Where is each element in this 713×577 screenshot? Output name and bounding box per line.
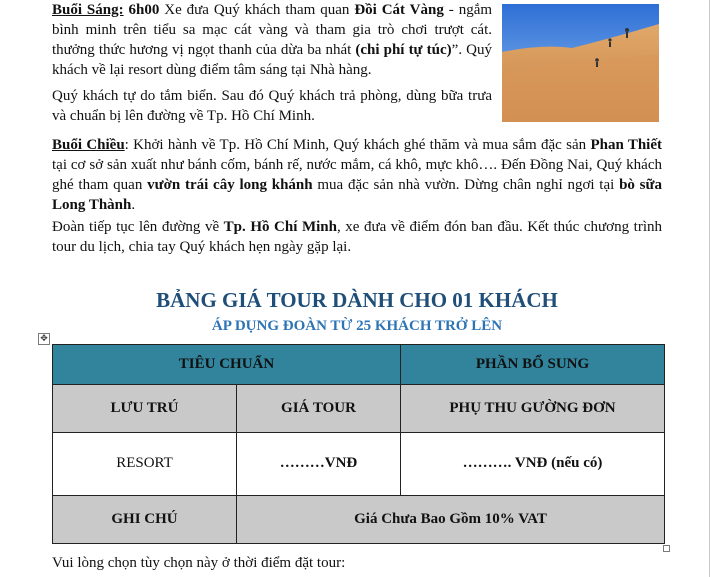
price-table [52, 344, 665, 544]
price-table-title: BẢNG GIÁ TOUR DÀNH CHO 01 KHÁCH [156, 288, 558, 312]
afternoon-text-b: tại cơ sở sản xuất như bánh cốm, bánh rế, nước mắm, cá khô, mực khô…. Đến Đồng Nai, Quý khách ghé tham quan [52, 157, 662, 193]
morning-text-a: Xe đưa Quý khách tham quan [159, 2, 355, 18]
morning-text-c: ”. Quý khách về lại resort dùng điểm tâm sáng tại Nhà hàng. [52, 42, 492, 78]
header-extra[interactable]: PHẦN BỔ SUNG [401, 345, 665, 385]
closing-text-a: Đoàn tiếp tục lên đường về [52, 219, 224, 235]
col-single-surcharge[interactable]: PHỤ THU GƯỜNG ĐƠN [401, 385, 665, 433]
price-table-subtitle: ÁP DỤNG ĐOÀN TỪ 25 KHÁCH TRỞ LÊN [211, 318, 503, 334]
resize-handle-icon[interactable] [663, 545, 670, 552]
table-header-row [53, 345, 665, 385]
sand-dune-photo [502, 4, 659, 122]
afternoon-paragraph [52, 135, 662, 215]
note-value[interactable]: Giá Chưa Bao Gồm 10% VAT [237, 495, 665, 543]
col-price[interactable]: GIÁ TOUR [237, 385, 401, 433]
header-standard[interactable]: TIÊU CHUẨN [53, 345, 401, 385]
morning-time: 6h00 [128, 2, 160, 18]
cell-lodging[interactable]: RESORT [53, 433, 237, 496]
closing-city: Tp. Hồ Chí Minh [223, 219, 337, 235]
footer-text: Vui lòng chọn tùy chọn này ở thời điểm đặt tour: [52, 555, 346, 571]
cell-price[interactable]: ………VNĐ [237, 433, 401, 496]
morning-paragraph [52, 0, 492, 80]
afternoon-label: Buổi Chiều [52, 137, 125, 153]
move-handle-icon[interactable]: ✥ [38, 333, 50, 345]
morning-cost: (chi phí tự túc) [355, 42, 452, 58]
afternoon-text-d: . [131, 197, 136, 213]
afternoon-place-3: bò sữa Long Thành [52, 177, 662, 213]
cell-surcharge[interactable]: ………. VNĐ (nếu có) [401, 433, 665, 496]
note-label[interactable]: GHI CHÚ [53, 495, 237, 543]
free-time-paragraph: Quý khách tự do tắm biển. Sau đó Quý khách trả phòng, dùng bữa trưa và chuẩn bị lên đường về Tp. Hồ Chí Minh. [52, 88, 492, 124]
afternoon-place-1: Phan Thiết [590, 137, 663, 153]
morning-label: Buổi Sáng: [52, 2, 124, 18]
morning-text-b: - ngắm bình minh trên tiểu sa mạc cát vàng và tham gia trò chơi trượt cát. thưởng thức hương vị ngọt thanh của dừa ba nhát [52, 2, 493, 58]
afternoon-text-a: : Khởi hành về Tp. Hồ Chí Minh, Quý khách ghé thăm và mua sắm đặc sản [124, 137, 591, 153]
closing-paragraph [52, 217, 662, 257]
table-note-row [53, 495, 665, 543]
page-edge-divider [709, 0, 710, 577]
table-subheader-row [53, 385, 665, 433]
morning-place: Đồi Cát Vàng [354, 2, 444, 18]
col-lodging[interactable]: LƯU TRÚ [53, 385, 237, 433]
table-row [53, 433, 665, 496]
afternoon-place-2: vườn trái cây long khánh [147, 177, 313, 193]
afternoon-text-c: mua đặc sản nhà vườn. Dừng chân nghỉ ngơi tại [312, 177, 620, 193]
closing-text-b: , xe đưa về điểm đón ban đầu. Kết thúc chương trình tour du lịch, chia tay Quý khách hẹn ngày gặp lại. [52, 219, 662, 255]
